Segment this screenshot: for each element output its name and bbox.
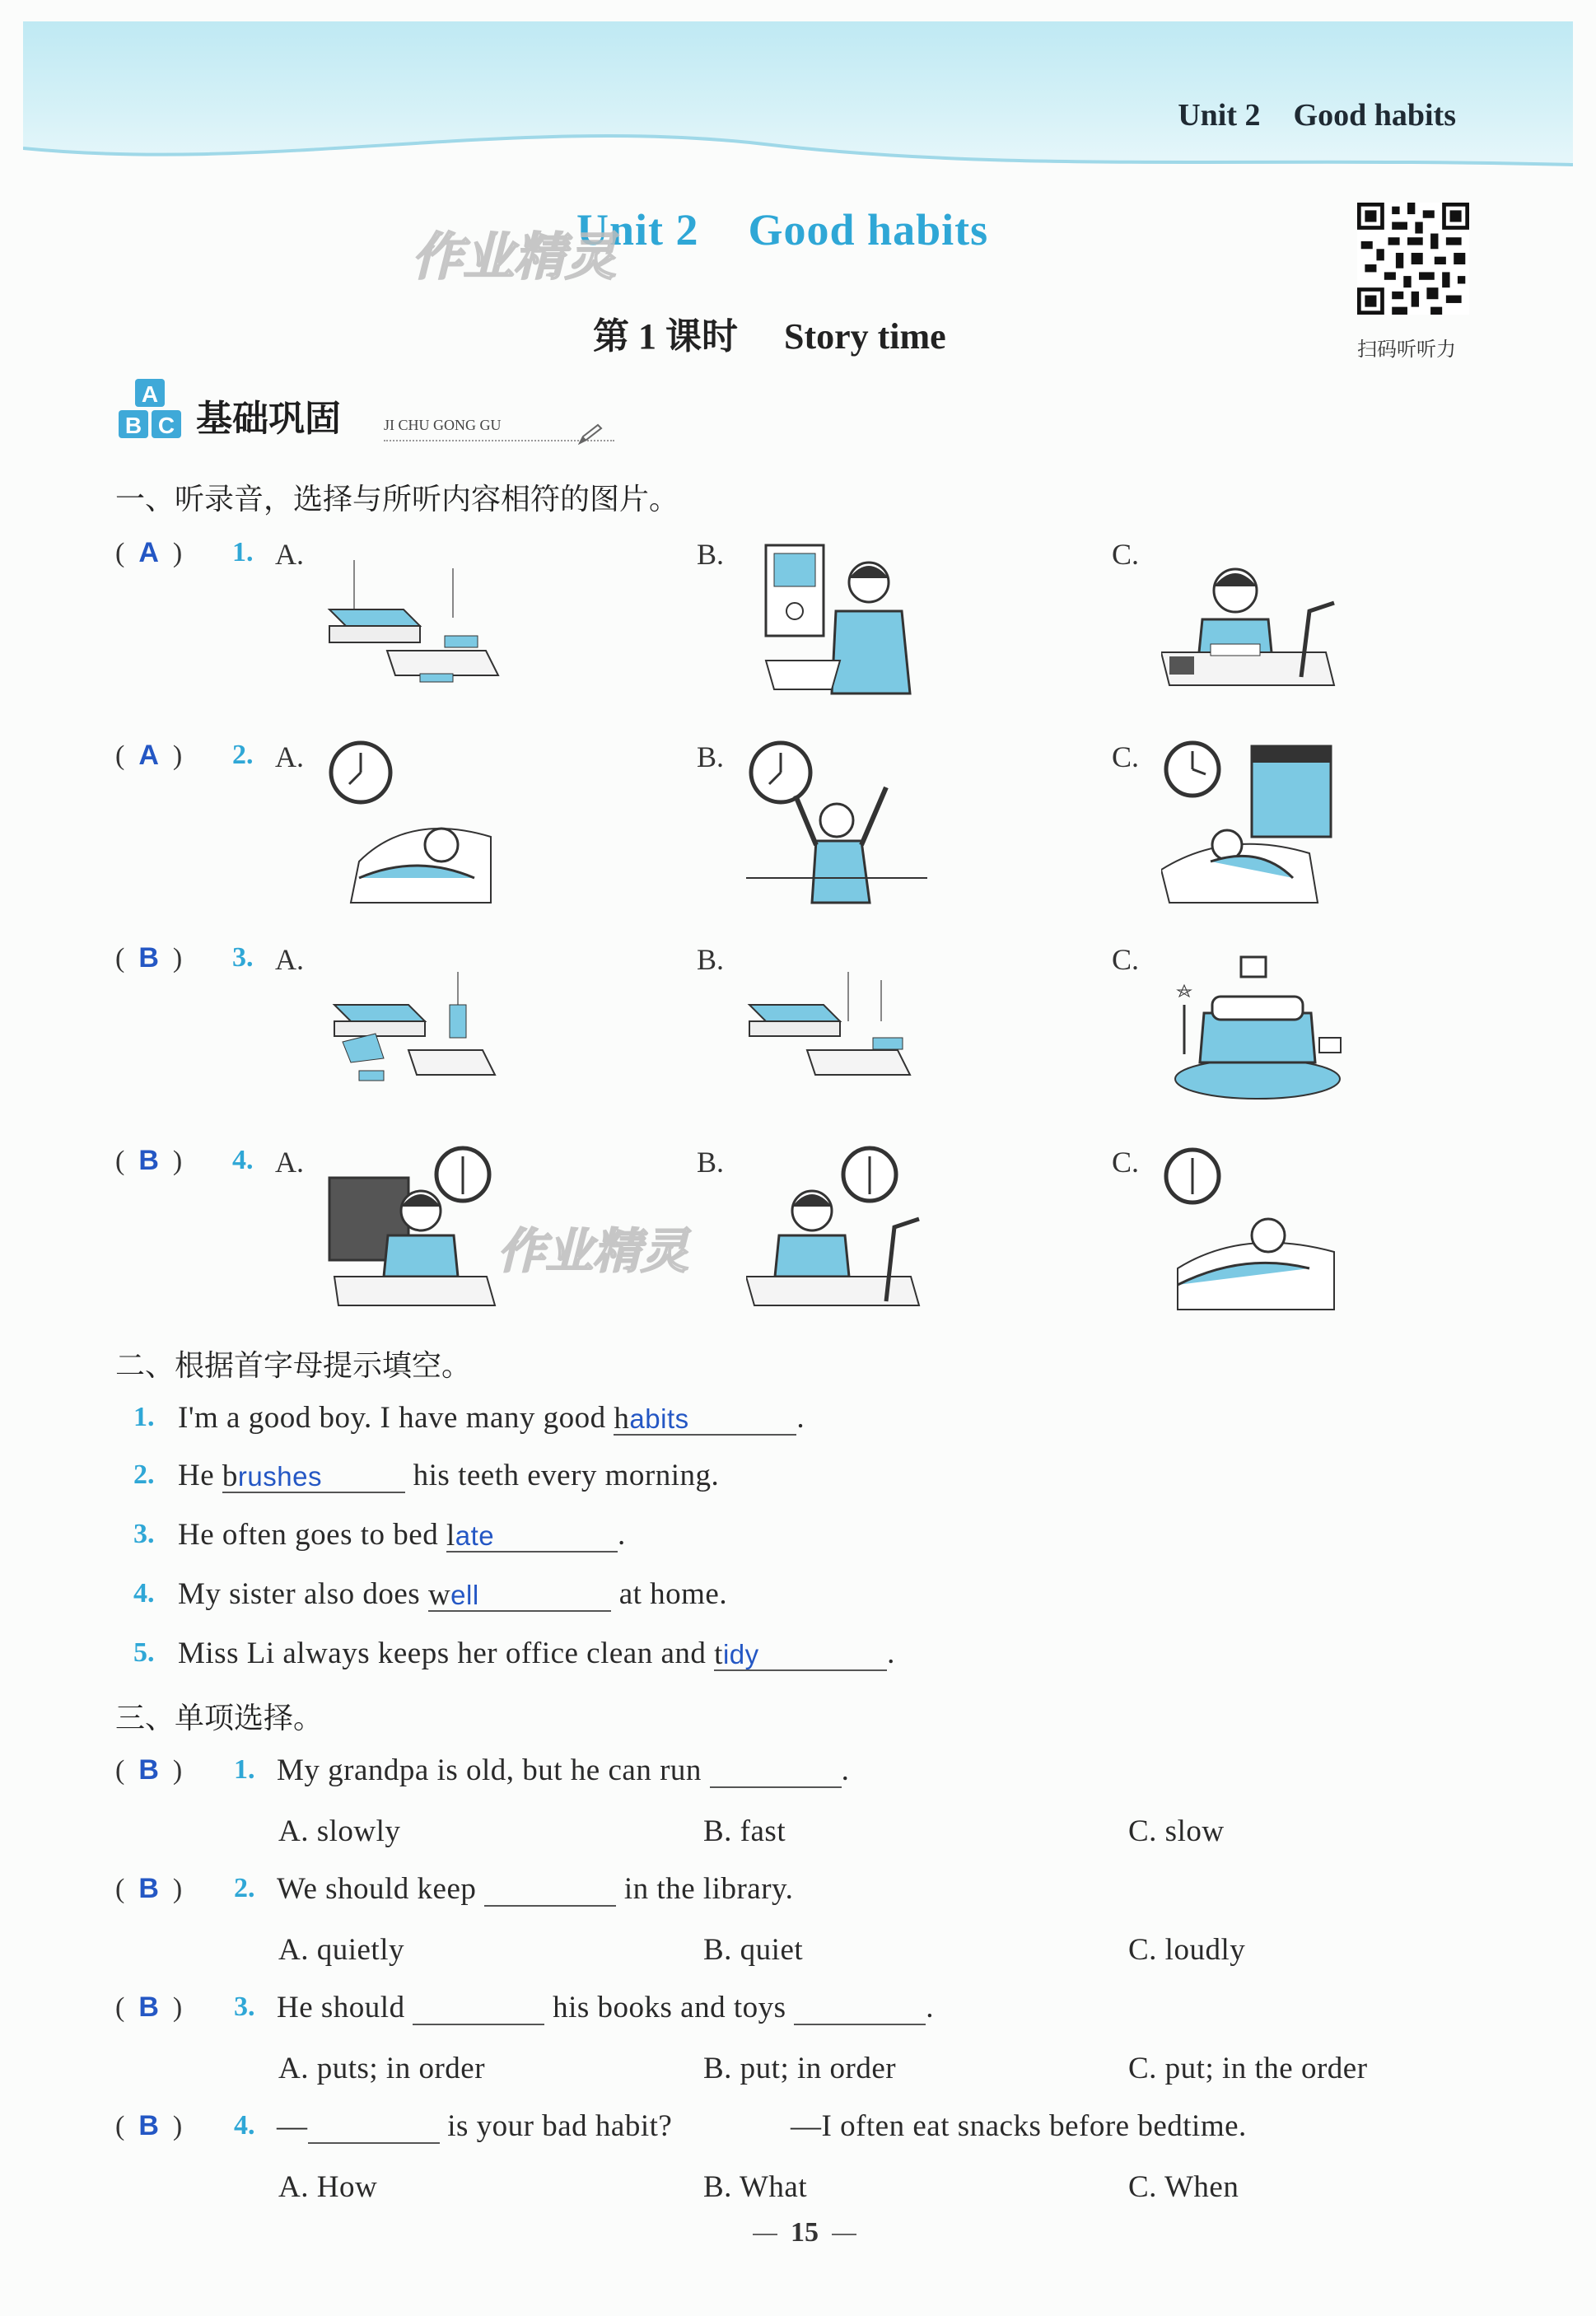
watermark: 作业精灵 bbox=[497, 1223, 689, 1279]
page-number-value: 15 bbox=[791, 2217, 819, 2248]
question-stem bbox=[277, 1990, 934, 2025]
filled-answer: idy bbox=[722, 1639, 759, 1669]
fill-item-text-before: He often goes to bed bbox=[178, 1518, 446, 1552]
stem-text: — bbox=[277, 2109, 308, 2143]
answer-letter: B bbox=[138, 1873, 159, 1904]
choice-a[interactable]: A. How bbox=[278, 2170, 378, 2204]
answer-blank[interactable] bbox=[428, 1577, 611, 1612]
question-number: 2. bbox=[232, 740, 254, 770]
fill-item-number: 3. bbox=[133, 1519, 155, 1549]
stem-text: his books and toys bbox=[544, 1991, 795, 2024]
boy-sleeping-clock-seven-picture[interactable] bbox=[326, 738, 499, 911]
choice-b[interactable]: B. quiet bbox=[703, 1933, 804, 1967]
stem-text: . bbox=[926, 1991, 935, 2024]
question-number: 1. bbox=[232, 537, 254, 567]
option-label[interactable]: C. bbox=[1112, 538, 1140, 571]
title-unit: Unit 2 bbox=[576, 205, 699, 254]
option-label: A. bbox=[275, 538, 304, 571]
header-topic: Good habits bbox=[1293, 98, 1456, 133]
fill-item-text-after: . bbox=[617, 1518, 626, 1552]
answer-blank[interactable] bbox=[794, 1991, 926, 2025]
choice-b[interactable]: B. put; in order bbox=[703, 2052, 897, 2085]
question-number: 4. bbox=[232, 1145, 254, 1175]
answer-letter: A bbox=[138, 740, 159, 771]
answer-slot: ( B ) bbox=[115, 2110, 183, 2141]
qr-code-icon[interactable] bbox=[1357, 203, 1469, 315]
lesson-name: Story time bbox=[784, 316, 946, 357]
option-label: C. bbox=[1112, 740, 1140, 773]
answer-letter: B bbox=[138, 1991, 159, 2023]
question-number: 1. bbox=[234, 1754, 255, 1785]
choice-a[interactable]: A. quietly bbox=[278, 1933, 404, 1967]
choice-b[interactable]: B. What bbox=[703, 2170, 808, 2204]
fill-item-text-after: at home. bbox=[610, 1577, 728, 1611]
choice-a[interactable]: A. puts; in order bbox=[278, 2052, 486, 2085]
answer-slot: ( A ) bbox=[115, 537, 183, 568]
boy-sleeping-evening-picture[interactable] bbox=[1161, 1145, 1342, 1318]
answer-slot: ( B ) bbox=[115, 1754, 183, 1786]
option-label: C. bbox=[1112, 1146, 1140, 1179]
fill-item-text-after: . bbox=[796, 1401, 805, 1435]
fill-item bbox=[178, 1576, 727, 1612]
answer-letter: B bbox=[138, 1754, 159, 1786]
choice-c[interactable]: C. slow bbox=[1128, 1814, 1225, 1848]
boy-reading-evening-picture[interactable] bbox=[746, 1145, 927, 1310]
blank-first-letter: b bbox=[222, 1459, 238, 1493]
option-label: B. bbox=[697, 943, 725, 976]
boy-homework-evening-picture[interactable] bbox=[326, 1145, 499, 1310]
part2-title: 二、根据首字母提示填空。 bbox=[115, 1349, 472, 1383]
choice-c[interactable]: C. loudly bbox=[1128, 1933, 1246, 1967]
answer-letter: B bbox=[138, 2110, 159, 2141]
part3-title: 三、单项选择。 bbox=[115, 1702, 324, 1735]
question-number: 4. bbox=[234, 2110, 255, 2141]
fill-item bbox=[178, 1517, 626, 1553]
blank-first-letter: l bbox=[446, 1519, 455, 1553]
stem-text: is your bad habit? bbox=[439, 2109, 673, 2143]
stem-text: . bbox=[841, 1753, 850, 1787]
answer-blank[interactable] bbox=[222, 1459, 405, 1493]
tidy-bedroom-picture[interactable] bbox=[741, 972, 922, 1087]
question-number: 3. bbox=[232, 942, 254, 973]
filled-answer: rushes bbox=[237, 1461, 322, 1492]
pencil-icon bbox=[576, 422, 606, 446]
boy-sleeping-window-picture[interactable] bbox=[1161, 738, 1342, 911]
answer-slot: ( A ) bbox=[115, 740, 183, 771]
fill-item-text-after: his teeth every morning. bbox=[404, 1459, 720, 1492]
answer-blank[interactable] bbox=[413, 1991, 544, 2025]
living-room-sofa-picture[interactable] bbox=[1163, 955, 1344, 1104]
divider bbox=[753, 2234, 777, 2235]
option-label: A. bbox=[275, 740, 304, 773]
blank-first-letter: w bbox=[427, 1578, 451, 1612]
fill-item-number: 2. bbox=[133, 1459, 155, 1490]
fill-item bbox=[178, 1636, 895, 1671]
option-label: C. bbox=[1112, 943, 1140, 976]
choice-c[interactable]: C. put; in the order bbox=[1128, 2052, 1368, 2085]
section-banner-title: 基础巩固 bbox=[196, 398, 341, 440]
filled-answer: ate bbox=[455, 1520, 495, 1551]
abc-logo-letter-c: C bbox=[157, 413, 175, 438]
fill-item-number: 1. bbox=[133, 1402, 155, 1432]
boy-brushing-teeth-picture[interactable] bbox=[758, 537, 922, 702]
boy-reading-at-desk-picture[interactable] bbox=[1161, 553, 1342, 693]
blank-first-letter: h bbox=[614, 1402, 630, 1436]
option-label: B. bbox=[697, 538, 725, 571]
answer-blank[interactable] bbox=[446, 1518, 618, 1553]
option-label: B. bbox=[697, 1146, 725, 1179]
messy-bedroom-picture[interactable] bbox=[321, 560, 511, 692]
fill-item-text-after: . bbox=[887, 1637, 895, 1670]
stem-text: in the library. bbox=[616, 1872, 794, 1906]
header-unit: Unit 2 bbox=[1178, 98, 1261, 133]
abc-logo-letter-a: A bbox=[141, 381, 159, 407]
option-label: A. bbox=[275, 943, 304, 976]
stem-text: We should keep bbox=[277, 1872, 485, 1906]
watermark: 作业精灵 bbox=[412, 226, 617, 287]
answer-blank[interactable] bbox=[614, 1401, 796, 1436]
answer-blank[interactable] bbox=[710, 1753, 842, 1788]
choice-c[interactable]: C. When bbox=[1128, 2170, 1239, 2204]
answer-slot: ( B ) bbox=[115, 942, 183, 974]
fill-item bbox=[178, 1458, 719, 1493]
section-banner-pinyin: JI CHU GONG GU bbox=[384, 417, 502, 433]
qr-label: 扫码听听力 bbox=[1357, 338, 1456, 361]
answer-slot: ( B ) bbox=[115, 1991, 183, 2023]
stem-text: He should bbox=[277, 1991, 413, 2024]
answer-slot: ( B ) bbox=[115, 1145, 183, 1176]
blank-first-letter: t bbox=[714, 1637, 723, 1671]
boy-waking-up-picture[interactable] bbox=[746, 738, 927, 911]
question-stem bbox=[277, 1753, 849, 1788]
option-label: B. bbox=[697, 740, 725, 773]
answer-blank[interactable] bbox=[714, 1637, 887, 1671]
choice-b[interactable]: B. fast bbox=[703, 1814, 786, 1848]
answer-letter: B bbox=[138, 1145, 159, 1176]
answer-letter: B bbox=[138, 942, 159, 974]
fill-item bbox=[178, 1400, 805, 1436]
fill-item-number: 5. bbox=[133, 1637, 155, 1668]
stem-text: My grandpa is old, but he can run bbox=[277, 1753, 710, 1787]
lesson-subtitle bbox=[593, 306, 946, 359]
part1-title: 一、听录音，选择与所听内容相符的图片。 bbox=[115, 483, 679, 516]
untidy-bedroom-picture[interactable] bbox=[326, 972, 507, 1095]
fill-item-text-before: I'm a good boy. I have many good bbox=[178, 1401, 614, 1435]
page-number bbox=[740, 2217, 870, 2248]
fill-item-text-before: My sister also does bbox=[178, 1577, 428, 1611]
running-header bbox=[1178, 97, 1456, 133]
lesson-number: 第 1 课时 bbox=[593, 316, 738, 357]
question-number: 2. bbox=[234, 1873, 255, 1903]
question-stem bbox=[277, 2108, 672, 2144]
choice-a[interactable]: A. slowly bbox=[278, 1814, 401, 1848]
fill-item-text-before: He bbox=[178, 1459, 222, 1492]
abc-logo-letter-b: B bbox=[124, 413, 142, 438]
filled-answer: ell bbox=[450, 1580, 479, 1610]
question-stem bbox=[277, 1871, 793, 1907]
answer-blank[interactable] bbox=[308, 2109, 440, 2144]
page-title bbox=[576, 204, 988, 255]
option-label: A. bbox=[275, 1146, 304, 1179]
answer-blank[interactable] bbox=[484, 1872, 616, 1907]
fill-item-text-before: Miss Li always keeps her office clean and bbox=[178, 1637, 715, 1670]
abc-blocks-icon bbox=[117, 377, 184, 441]
divider bbox=[832, 2234, 856, 2235]
filled-answer: abits bbox=[629, 1403, 689, 1434]
title-topic: Good habits bbox=[748, 205, 989, 254]
answer-slot: ( B ) bbox=[115, 1873, 183, 1904]
question-number: 3. bbox=[234, 1991, 255, 2022]
answer-letter: A bbox=[138, 537, 159, 568]
question-response: —I often eat snacks before bedtime. bbox=[791, 2109, 1247, 2143]
fill-item-number: 4. bbox=[133, 1578, 155, 1609]
